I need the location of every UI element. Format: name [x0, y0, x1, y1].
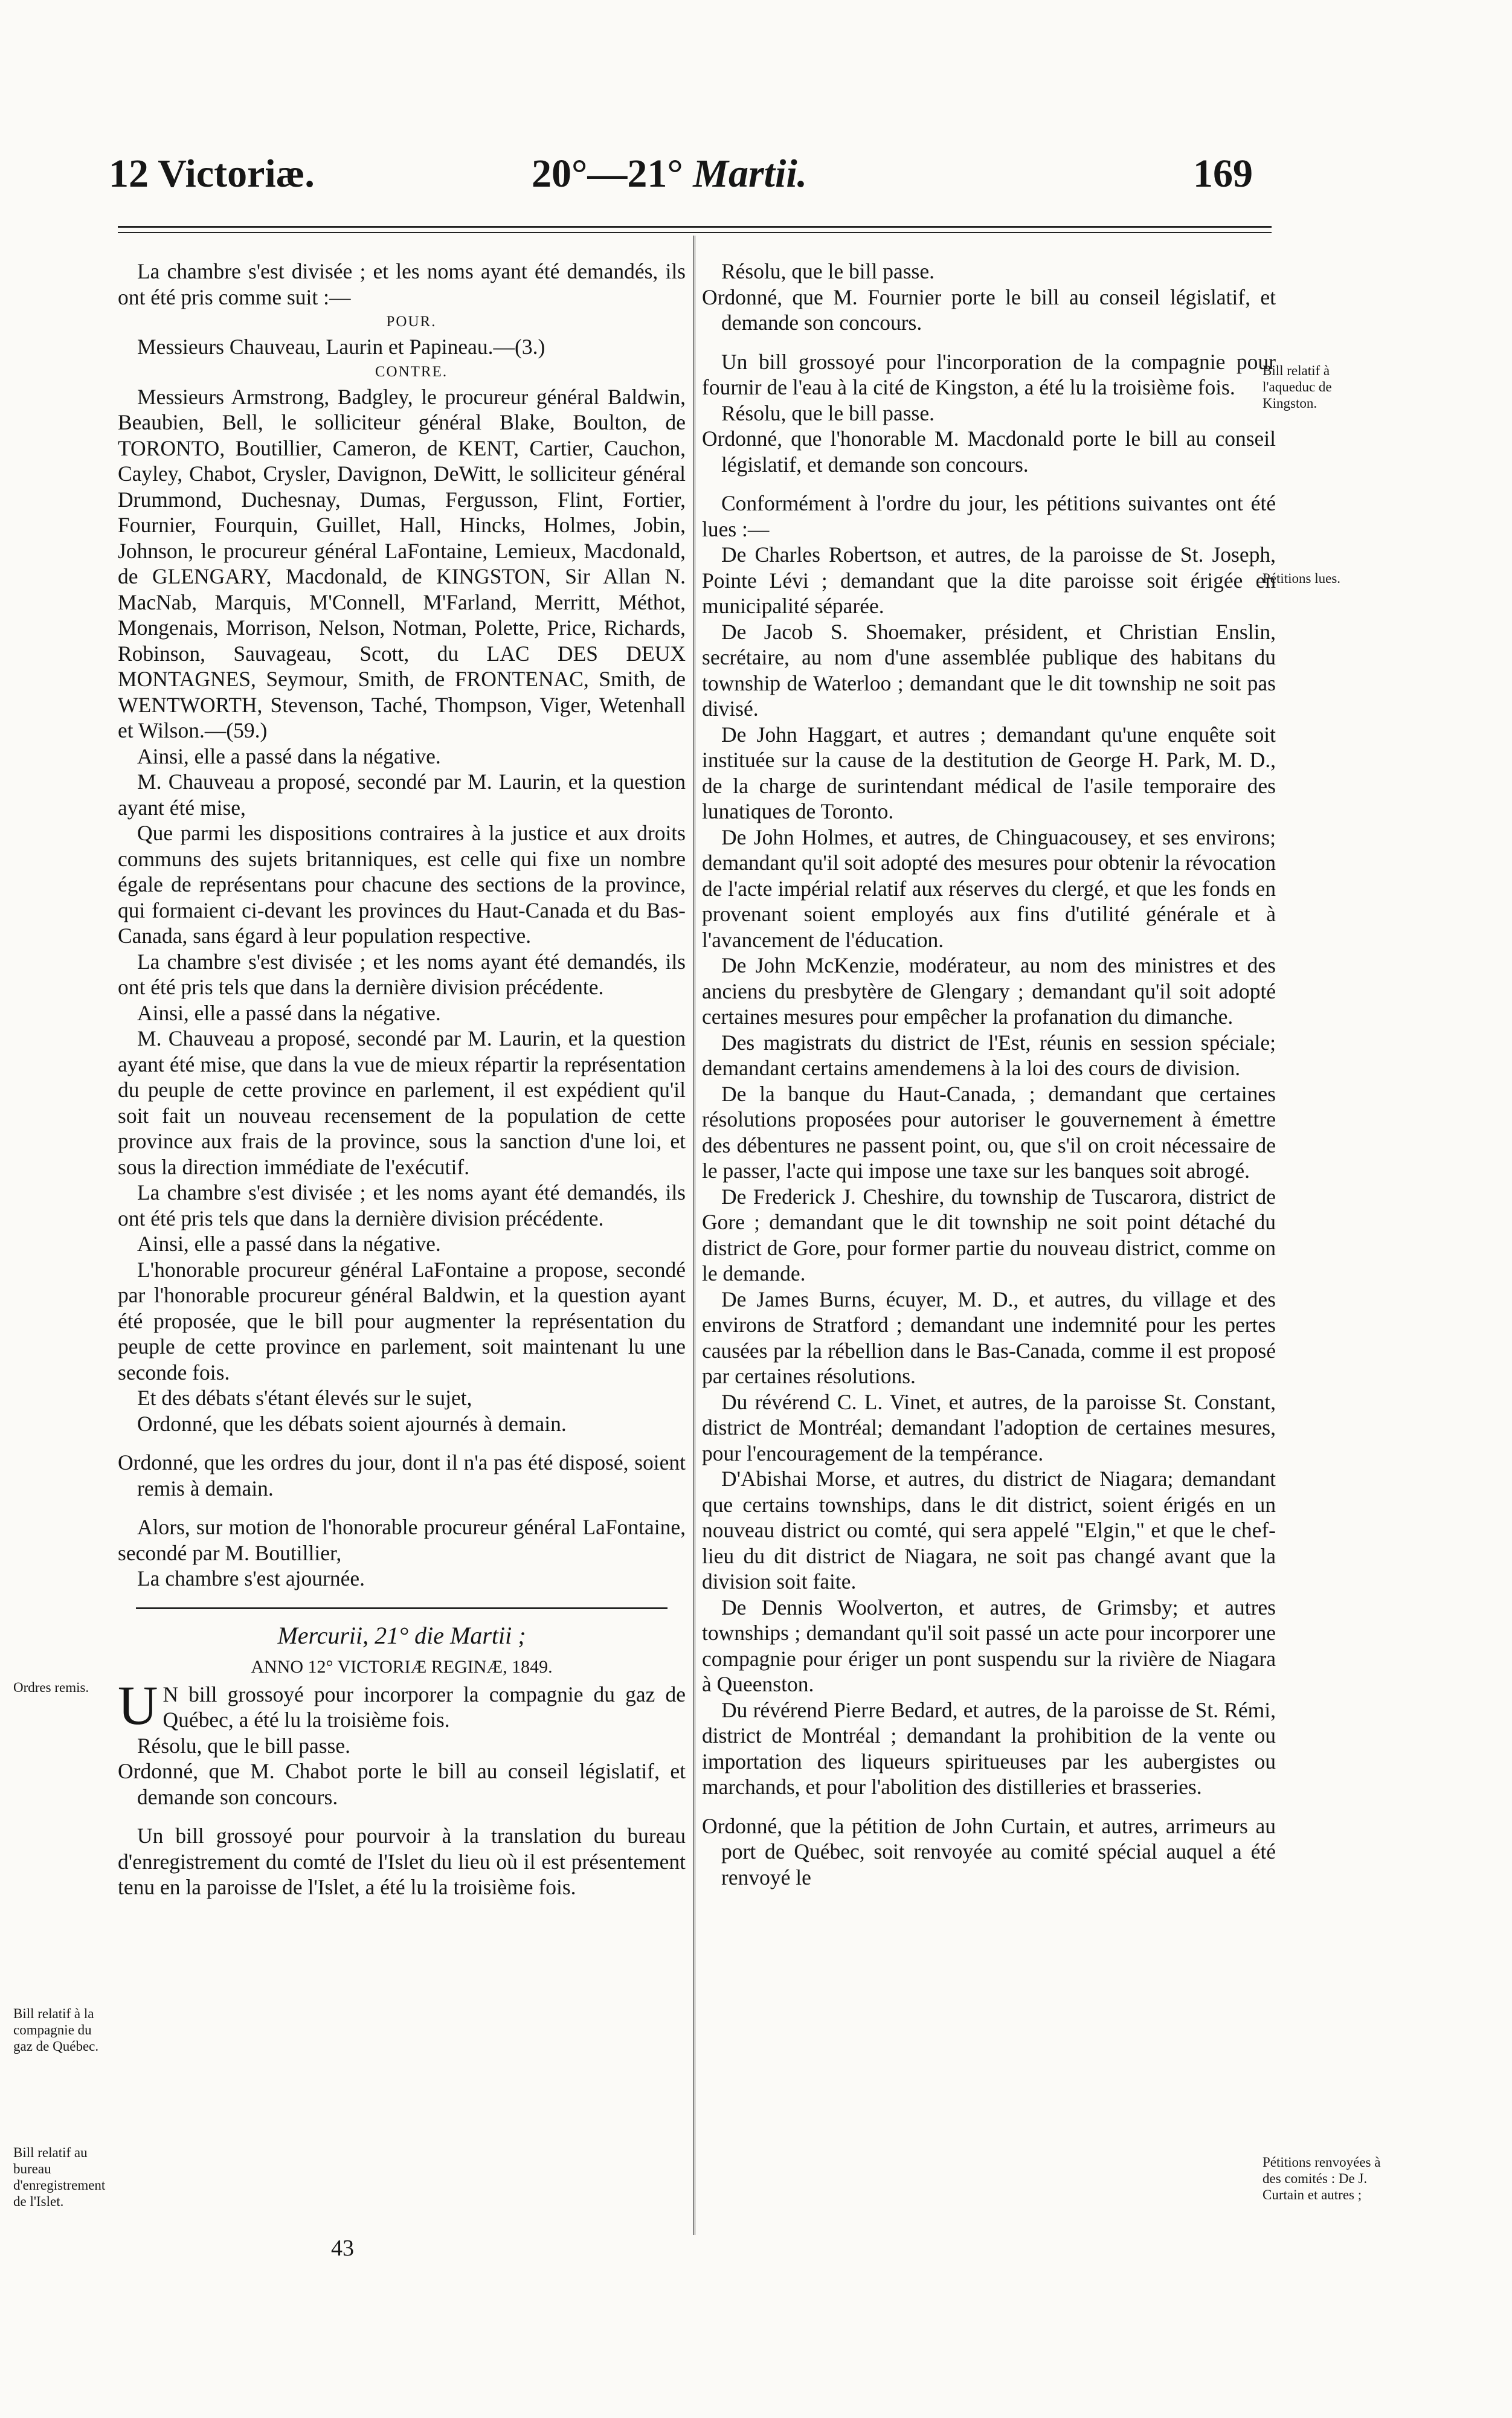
petition: De Jacob S. Shoemaker, président, et Christian Enslin, secrétaire, au nom d'une assemblée publique des habitans du township de Waterloo ; demandant que le dit township ne soit pas divisé.: [702, 619, 1276, 721]
margin-note-ordres-remis: Ordres remis.: [13, 1680, 89, 1695]
header-rule-bottom: [118, 232, 1272, 233]
petition: Du révérend C. L. Vinet, et autres, de la paroisse St. Constant, district de Montréal; demandant l'adoption de certaines mesures, pour l'encouragement de la tempérance.: [702, 1389, 1276, 1465]
contre-names: Messieurs Armstrong, Badgley, le procureur général Baldwin, Beaubien, Bell, le solliciteur général Blake, Boulton, de TORONTO, Boutillier, Cameron, de KENT, Cartier, Cauchon, Cayley, Chabot, Crysler, Davignon, DeWitt, le solliciteur général Drummond, Duchesnay, Dumas, Fergusson, Flint, Fortier, Fournier, Fourquin, Guillet, Hall, Hincks, Holmes, Jobin, Johnson, le procureur général LaFontaine, Lemieux, Macdonald, de GLENGARY, Macdonald, de KINGSTON, Sir Allan N. MacNab, Marquis, M'Connell, M'Farland, Merritt, Méthot, Mongenais, Morrison, Nelson, Notman, Polette, Price, Richards, Robinson, Sauvageau, Scott, du LAC DES DEUX MONTAGNES, Seymour, Smith, de FRONTENAC, Smith, de WENTWORTH, Stevenson, Taché, Thompson, Viger, Wetenhall et Wilson.—(59.): [118, 384, 686, 742]
date-heading: Mercurii, 21° die Martii ;: [277, 1621, 526, 1649]
left-column: [118, 259, 686, 1900]
paragraph: Ainsi, elle a passé dans la négative.: [137, 1232, 441, 1256]
petition: D'Abishai Morse, et autres, du district de Niagara; demandant que certains townships, dans le dit district, soient érigés en un nouveau district ou comté, qui sera appelé "Elgin," et que le chef-lieu du dit district de Niagara, ne soit pas changé avant que la division soit faite.: [702, 1467, 1276, 1593]
petition: De Frederick J. Cheshire, du township de Tuscarora, district de Gore ; demandant que le dit township ne soit point détaché du district de Gore, pour former partie du nouveau district, comme on le demande.: [702, 1184, 1276, 1285]
page-header: [0, 151, 1512, 199]
paragraph-orders-deferred: Ordonné, que les ordres du jour, dont il n'a pas été disposé, soient remis à demain.: [118, 1450, 686, 1500]
paragraph: Que parmi les dispositions contraires à la justice et aux droits communs des sujets britanniques, est celle qui fixe un nombre égale de représentans pour chacune des sections de la province, qui formaient ci-devant les provinces du Haut-Canada et du Bas-Canada, sans égard à leur population respective.: [118, 821, 686, 948]
pour-label: POUR.: [386, 314, 437, 330]
paragraph: La chambre s'est divisée ; et les noms ayant été demandés, ils ont été pris comme suit :—: [118, 259, 686, 309]
drop-cap: U: [118, 1674, 158, 1736]
paragraph: Et des débats s'étant élevés sur le sujet,: [137, 1386, 472, 1410]
paragraph: Ordonné, que M. Chabot porte le bill au conseil législatif, et demande son concours.: [118, 1759, 686, 1809]
margin-note-islet-bill: Bill relatif au bureau d'enregistrement de l'Islet.: [13, 2145, 106, 2209]
column-divider: [693, 236, 698, 2235]
paragraph: Ordonné, que M. Fournier porte le bill au conseil législatif, et demande son concours.: [702, 285, 1276, 335]
margin-note-petitions-lues: Pétitions lues.: [1263, 571, 1341, 586]
petition: De Charles Robertson, et autres, de la paroisse de St. Joseph, Pointe Lévi ; demandant que la dite paroisse soit érigée en municipalité séparée.: [702, 542, 1276, 618]
margin-note-aqueduc: Bill relatif à l'aqueduc de Kingston.: [1263, 363, 1332, 411]
paragraph: Résolu, que le bill passe.: [137, 1733, 350, 1758]
paragraph: Ainsi, elle a passé dans la négative.: [137, 1000, 441, 1025]
page-number: 169: [1193, 152, 1253, 196]
header-rule-top: [118, 226, 1272, 228]
anno-heading: ANNO 12° VICTORIÆ REGINÆ, 1849.: [251, 1656, 553, 1677]
pour-names: Messieurs Chauveau, Laurin et Papineau.—(3.): [137, 335, 545, 359]
paragraph: M. Chauveau a proposé, secondé par M. Laurin, et la question ayant été mise, que dans la vue de mieux répartir la représentation du peuple de cette province en parlement, il est expédient qu'il soit fait un nouveau recensement de la population de cette province aux frais de la province, sous la sanction d'une loi, et sous la direction immédiate de l'exécutif.: [118, 1026, 686, 1179]
paragraph: Alors, sur motion de l'honorable procureur général LaFontaine, secondé par M. Boutillier,: [118, 1515, 686, 1565]
paragraph: Résolu, que le bill passe.: [721, 259, 935, 283]
paragraph: Résolu, que le bill passe.: [721, 400, 935, 425]
petition: De la banque du Haut-Canada, ; demandant que certaines résolutions proposées pour autoriser le gouvernement à émettre des débentures ne passent point, ou, que s'il on croit nécessaire de le passer, l'acte qui impose une taxe sur les banques soit abrogé.: [702, 1081, 1276, 1183]
paragraph: M. Chauveau a proposé, secondé par M. Laurin, et la question ayant été mise,: [118, 770, 686, 820]
paragraph: Ordonné, que l'honorable M. Macdonald porte le bill au conseil législatif, et demande son concours.: [702, 426, 1276, 477]
petition: De John McKenzie, modérateur, au nom des ministres et des anciens du presbytère de Glengary ; demandant qu'il soit adopté certaines mesures pour empêcher la profanation du dimanche.: [702, 953, 1276, 1029]
signature-number: 43: [331, 2236, 354, 2261]
right-column: [702, 259, 1276, 1890]
header-date: [532, 151, 807, 197]
paragraph: L'honorable procureur général LaFontaine a propose, secondé par l'honorable procureur général Baldwin, et la question ayant été proposée, que le bill pour augmenter la représentation du peuple de cette province en parlement, soit maintenant lu une seconde fois.: [118, 1257, 686, 1384]
paragraph-adjourned: La chambre s'est ajournée.: [137, 1566, 365, 1590]
petition: Du révérend Pierre Bedard, et autres, de la paroisse de St. Rémi, district de Montréal ; demandant la prohibition de la vente ou importation des liqueurs spiritueuses par les aubergistes ou marchands, et pour l'abolition des distilleries et brasseries.: [702, 1697, 1276, 1799]
paragraph: La chambre s'est divisée ; et les noms ayant été demandés, ils ont été pris tels que dans la dernière division précédente.: [118, 949, 686, 999]
paragraph: Ainsi, elle a passé dans la négative.: [137, 744, 441, 768]
header-date-days: 20°—21°: [532, 152, 683, 196]
header-date-month: Martii.: [693, 152, 808, 196]
petition: De John Holmes, et autres, de Chinguacousey, et ses environs; demandant qu'il soit adopté des mesures pour obtenir la révocation de l'acte impérial relatif aux réserves du clergé, et que les fonds en provenant soient employés aux fins d'utilité générale et à l'avancement de l'éducation.: [702, 825, 1276, 952]
paragraph-islet-bill: Un bill grossoyé pour pourvoir à la translation du bureau d'enregistrement du comté de l'Islet du lieu où il est présentement tenu en la paroisse de l'Islet, a été lu la troisième fois.: [118, 1824, 686, 1899]
paragraph: La chambre s'est divisée ; et les noms ayant été demandés, ils ont été pris tels que dans la dernière division précédente.: [118, 1180, 686, 1230]
margin-note-gaz-bill: Bill relatif à la compagnie du gaz de Québec.: [13, 2006, 99, 2054]
paragraph-gaz-bill: U N bill grossoyé pour incorporer la compagnie du gaz de Québec, a été lu la troisième fois.: [118, 1674, 686, 1736]
paragraph-kingston-bill: Un bill grossoyé pour l'incorporation de la compagnie pour fournir de l'eau à la cité de Kingston, a été lu la troisième fois.: [702, 349, 1276, 399]
header-regnal-year: 12 Victoriæ.: [109, 152, 315, 196]
paragraph-petitions-read: Conformément à l'ordre du jour, les pétitions suivantes ont été lues :—: [702, 491, 1276, 541]
petition: De John Haggart, et autres ; demandant qu'une enquête soit instituée sur la cause de la destitution de George H. Park, M. D., de la charge de surintendant médical de l'asile temporaire des lunatiques de Toronto.: [702, 722, 1276, 823]
petition: De James Burns, écuyer, M. D., et autres, du village et des environs de Stratford ; demandant une indemnité pour les pertes causées par la rébellion dans le Bas-Canada, comme il est proposé par certaines résolutions.: [702, 1287, 1276, 1388]
paragraph: Ordonné, que les débats soient ajournés à demain.: [137, 1411, 567, 1436]
margin-note-petitions-renvoyees: Pétitions renvoyées à des comités : De J. Curtain et autres ;: [1263, 2155, 1381, 2202]
contre-label: CONTRE.: [375, 363, 448, 380]
petition: Des magistrats du district de l'Est, réunis en session spéciale; demandant certains amendemens à la loi des cours de division.: [702, 1030, 1276, 1080]
petition: De Dennis Woolverton, et autres, de Grimsby; et autres townships ; demandant qu'il soit passé un acte pour incorporer une compagnie pour ériger un pont suspendu sur la rivière de Niagara à Queenston.: [702, 1595, 1276, 1696]
section-rule: [136, 1607, 668, 1609]
paragraph-referral: Ordonné, que la pétition de John Curtain, et autres, arrimeurs au port de Québec, soit renvoyée au comité spécial auquel a été renvoyé le: [702, 1813, 1276, 1889]
